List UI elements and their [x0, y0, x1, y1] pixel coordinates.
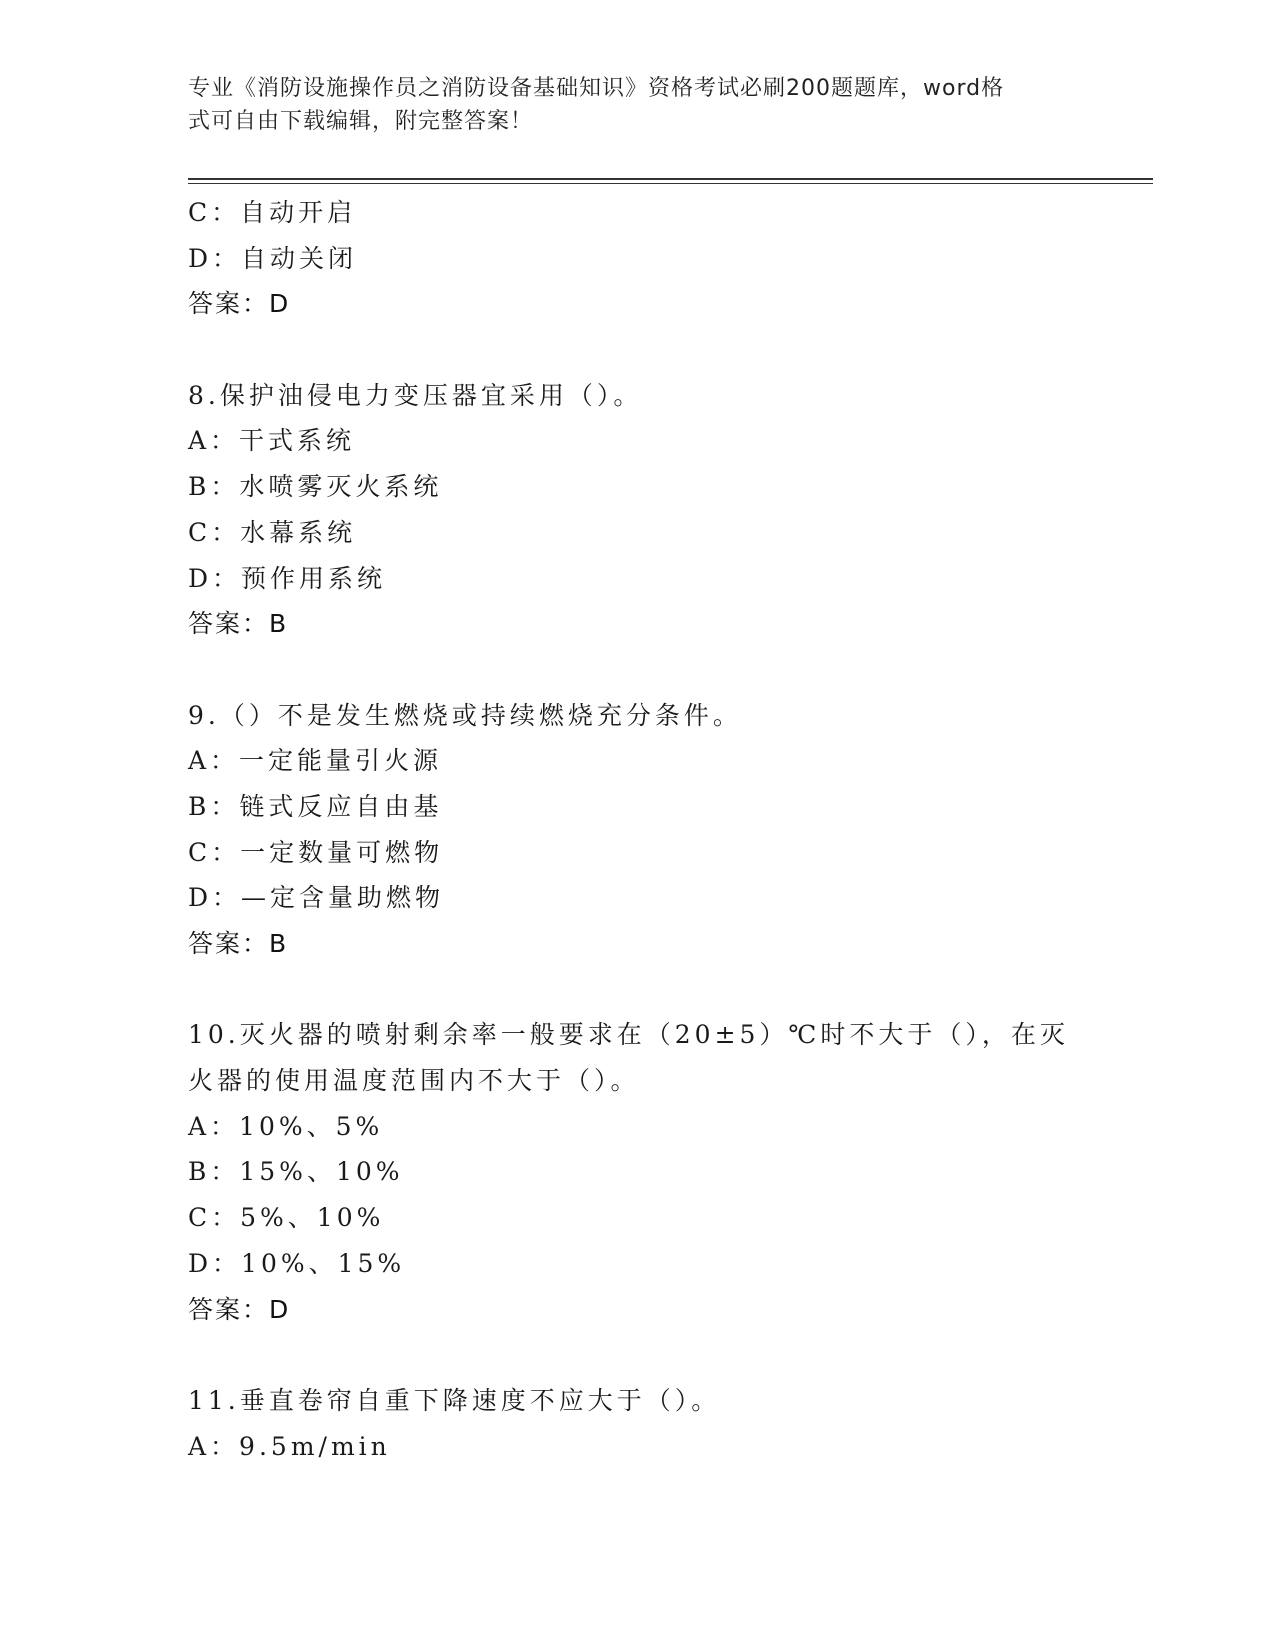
- question-stem: 11.垂直卷帘自重下降速度不应大于（）。: [188, 1385, 721, 1415]
- spacer: [188, 327, 1088, 373]
- option-a: A：干式系统: [188, 426, 356, 456]
- option-c: C：水幕系统: [188, 517, 357, 547]
- option-d: D：预作用系统: [188, 563, 387, 593]
- answer-line: 答案：D: [188, 1294, 291, 1324]
- option-a: A：10%、5%: [188, 1111, 384, 1141]
- question-stem-line-1: 10.灭火器的喷射剩余率一般要求在（20±5）℃时不大于（），在灭: [188, 1020, 1069, 1050]
- option-b: B：水喷雾灭火系统: [188, 472, 443, 502]
- question-10: [188, 1012, 1088, 1332]
- option-d: D：自动关闭: [188, 243, 358, 273]
- question-11: [188, 1378, 1088, 1469]
- option-a: A：一定能量引火源: [188, 746, 443, 776]
- question-content: [188, 190, 1088, 1469]
- question-stem: 8.保护油侵电力变压器宜采用（）。: [188, 380, 643, 410]
- question-8: [188, 373, 1088, 647]
- page-header: [188, 72, 1068, 138]
- option-b: B：15%、10%: [188, 1157, 404, 1187]
- option-d: D：10%、15%: [188, 1248, 406, 1278]
- answer-line: 答案：B: [188, 929, 289, 958]
- question-stem: 9.（）不是发生燃烧或持续燃烧充分条件。: [188, 700, 742, 730]
- question-9: [188, 693, 1088, 967]
- header-rule-thin: [188, 183, 1153, 184]
- carryover-question: [188, 190, 1088, 327]
- option-a: A：9.5m/min: [188, 1431, 391, 1461]
- header-line-1: 专业《消防设施操作员之消防设备基础知识》资格考试必刷200题题库，word格: [188, 76, 1005, 101]
- option-c: C：5%、10%: [188, 1203, 385, 1233]
- option-d: D：—定含量助燃物: [188, 883, 445, 913]
- option-c: C：自动开启: [188, 198, 357, 227]
- answer-line: 答案：D: [188, 289, 291, 319]
- option-b: B：链式反应自由基: [188, 791, 443, 821]
- header-rule-thick: [188, 178, 1153, 180]
- header-line-2: 式可自由下载编辑，附完整答案！: [188, 109, 534, 134]
- spacer: [188, 967, 1088, 1013]
- spacer: [188, 1332, 1088, 1378]
- question-stem-line-2: 火器的使用温度范围内不大于（）。: [188, 1066, 640, 1096]
- answer-line: 答案：B: [188, 609, 289, 639]
- spacer: [188, 647, 1088, 693]
- option-c: C：一定数量可燃物: [188, 837, 444, 867]
